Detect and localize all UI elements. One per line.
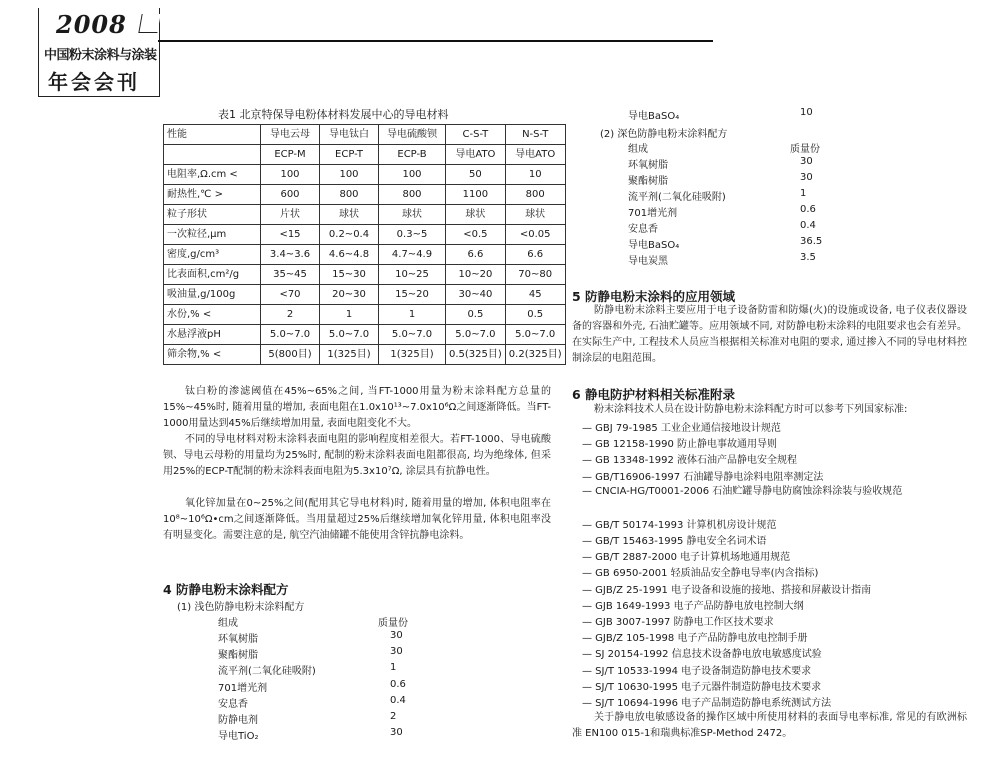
table-cell: 1(325目) [320, 345, 379, 365]
standard-item: — SJ/T 10694-1996 电子产品制造防静电系统测试方法 [582, 698, 832, 709]
table-cell: 耐热性,℃ > [164, 185, 261, 205]
table-cell: 100 [261, 165, 320, 185]
standard-item: — SJ/T 10630-1995 电子元器件制造防静电技术要求 [582, 681, 822, 693]
logo-subtitle: 年会会刊 [48, 70, 140, 94]
table-row [164, 305, 566, 325]
formula-amount: 30 [800, 156, 813, 167]
table-cell: 0.2~0.4 [320, 225, 379, 245]
table-row [164, 265, 566, 285]
standard-item: — GB 6950-2001 轻质油品安全静电导率(内含指标) [582, 568, 819, 580]
logo-corner-fold [138, 14, 160, 33]
formula-amount: 质量份 [378, 618, 408, 629]
conductive-materials-table [163, 124, 566, 365]
table-cell: 10 [505, 165, 565, 185]
formula-amount: 3.5 [800, 252, 816, 263]
table-cell: 0.2(325目) [505, 345, 565, 365]
table-row [164, 165, 566, 185]
table-cell: 15~20 [379, 285, 446, 305]
table-cell: 70~80 [505, 265, 565, 285]
table-cell: 球状 [446, 205, 506, 225]
table-cell: C-S-T [446, 125, 506, 145]
standard-item: — GJB/Z 105-1998 电子产品防静电放电控制手册 [582, 633, 808, 645]
table-cell: 6.6 [446, 245, 506, 265]
table-cell: 50 [446, 165, 506, 185]
standard-item: — SJ/T 10533-1994 电子设备制造防静电技术要求 [582, 665, 812, 677]
table-cell: 6.6 [505, 245, 565, 265]
header-rule [158, 40, 713, 42]
table-cell: 30~40 [446, 285, 506, 305]
standard-item: — GB/T 2887-2000 电子计算机场地通用规范 [582, 552, 791, 564]
standard-item: — SJ 20154-1992 信息技术设备静电放电敏感度试验 [582, 649, 822, 661]
formula-ingredient: 导电BaSO₄ [628, 240, 680, 251]
table-cell: 导电硫酸钡 [379, 125, 446, 145]
table-cell: <70 [261, 285, 320, 305]
table-cell: 100 [379, 165, 446, 185]
formula-ingredient: 安息香 [218, 698, 248, 710]
section-5-paragraph: 防静电粉末涂料主要应用于电子设备防雷和防爆(火)的设施或设备, 电子仪表仪器设备的容器和外壳, 石油贮罐等。应用领域不同, 对防静电粉末涂料的电阻要求也会有差异。在实际生产中, 工程技术人员应当根据相关标准对电阻的要求, 通过掺入不同的导电材料控制涂层的电阻范围。 [572, 305, 967, 364]
table-cell: 筛余物,% < [164, 345, 261, 365]
formula-1-title: (1) 浅色防静电粉末涂料配方 [177, 602, 305, 613]
logo-title: 中国粉末涂料与涂装 [44, 48, 157, 63]
formula-ingredient: 导电TiO₂ [218, 731, 259, 743]
logo-year: 2008 [56, 10, 127, 39]
table-cell: 1(325目) [379, 345, 446, 365]
formula-amount: 0.4 [390, 694, 406, 706]
formula-ingredient: 导电炭黑 [628, 256, 668, 267]
table-cell: 1100 [446, 185, 506, 205]
table-cell: 20~30 [320, 285, 379, 305]
table-cell: 片状 [261, 205, 320, 225]
table-cell: 比表面积,cm²/g [164, 265, 261, 285]
table-row [164, 205, 566, 225]
table-cell: ECP-B [379, 145, 446, 165]
table-cell: 粒子形状 [164, 205, 261, 225]
table-cell: 电阻率,Ω.cm < [164, 165, 261, 185]
table-cell: 10~20 [446, 265, 506, 285]
formula-amount: 0.6 [390, 678, 406, 690]
table-caption: 表1 北京特保导电粉体材料发展中心的导电材料 [218, 108, 449, 121]
table-row [164, 285, 566, 305]
formula-amount: 1 [390, 662, 397, 674]
formula-amount: 1 [800, 188, 807, 199]
section-6-intro: 粉末涂料技术人员在设计防静电粉末涂料配方时可以参考下列国家标准: [594, 404, 908, 415]
table-cell: 性能 [164, 125, 261, 145]
table-cell: 4.6~4.8 [320, 245, 379, 265]
table-cell: 800 [505, 185, 565, 205]
table-cell: 密度,g/cm³ [164, 245, 261, 265]
formula-amount: 质量份 [790, 144, 820, 155]
table-cell: <0.5 [446, 225, 506, 245]
table-cell: <0.05 [505, 225, 565, 245]
table-cell: 5(800目) [261, 345, 320, 365]
formula-ingredient: 701增光剂 [628, 208, 678, 219]
table-cell: 2 [261, 305, 320, 325]
table-cell: 800 [320, 185, 379, 205]
formula-ingredient: 导电BaSO₄ [628, 111, 680, 122]
standard-item: — GB 13348-1992 液体石油产品静电安全规程 [582, 455, 798, 467]
table-cell: 水份,% < [164, 305, 261, 325]
table-row [164, 345, 566, 365]
table-cell: 一次粒径,μm [164, 225, 261, 245]
formula-ingredient: 流平剂(二氧化硅吸附) [628, 192, 726, 203]
standard-item: — GB/T 15463-1995 静电安全名词术语 [582, 536, 767, 547]
standard-item: — CNCIA-HG/T0001-2006 石油贮罐导静电防腐蚀涂料涂装与验收规范 [582, 485, 903, 497]
table-cell: 35~45 [261, 265, 320, 285]
formula-amount: 0.6 [800, 204, 816, 215]
formula-ingredient: 聚酯树脂 [628, 176, 668, 187]
section-4-heading: 4 防静电粉末涂料配方 [163, 582, 289, 597]
formula-ingredient: 环氧树脂 [628, 160, 668, 171]
table-cell: 10~25 [379, 265, 446, 285]
table-cell: N-S-T [505, 125, 565, 145]
table-cell: 水悬浮液pH [164, 325, 261, 345]
table-cell: 导电云母 [261, 125, 320, 145]
table-cell: 800 [379, 185, 446, 205]
table-cell: 0.3~5 [379, 225, 446, 245]
table-cell: 导电ATO [446, 145, 506, 165]
table-row [164, 225, 566, 245]
table-cell: 球状 [505, 205, 565, 225]
formula-ingredient: 组成 [628, 144, 648, 155]
table-cell: ECP-T [320, 145, 379, 165]
formula-amount: 30 [390, 727, 403, 739]
formula-ingredient: 聚酯树脂 [218, 650, 258, 662]
formula-amount: 10 [800, 107, 813, 118]
paragraph-zinc-oxide: 氧化锌加量在0~25%之间(配用其它导电材料)时, 随着用量的增加, 体积电阻率在10⁸~10⁶Ω•cm之间逐渐降低。当用量超过25%后继续增加氧化锌用量, 体积电阻率没有明显变化。需要注意的是, 航空汽油储罐不能使用含锌抗静电涂料。 [163, 498, 551, 541]
paragraph-materials: 不同的导电材料对粉末涂料表面电阻的影响程度相差很大。若FT-1000、导电硫酸钡、导电云母粉的用量均为25%时, 配制的粉末涂料表面电阻都很高, 均为绝缘体, 但采用25%的ECP-T配制的粉末涂料表面电阻为5.3x10⁷Ω, 涂层具有抗静电性。 [163, 434, 551, 477]
table-row [164, 185, 566, 205]
table-row [164, 245, 566, 265]
table-cell: 吸油量,g/100g [164, 285, 261, 305]
standard-item: — GJB 1649-1993 电子产品防静电放电控制大纲 [582, 600, 804, 612]
table-cell: 100 [320, 165, 379, 185]
table-cell [164, 145, 261, 165]
table-cell: 导电钛白 [320, 125, 379, 145]
table-cell: 5.0~7.0 [261, 325, 320, 345]
formula-amount: 2 [390, 711, 397, 722]
table-cell: 5.0~7.0 [379, 325, 446, 345]
standard-item: — GB/T 50174-1993 计算机机房设计规范 [582, 519, 777, 531]
formula-amount: 0.4 [800, 220, 816, 231]
table-cell: 4.7~4.9 [379, 245, 446, 265]
formula-ingredient: 701增光剂 [218, 682, 268, 694]
formula-ingredient: 组成 [218, 618, 238, 629]
formula-amount: 30 [390, 630, 403, 641]
formula-2-title: (2) 深色防静电粉末涂料配方 [600, 129, 728, 140]
table-cell: 导电ATO [505, 145, 565, 165]
table-cell: 0.5 [505, 305, 565, 325]
table-cell: <15 [261, 225, 320, 245]
formula-amount: 36.5 [800, 236, 823, 247]
table-cell: 5.0~7.0 [505, 325, 565, 345]
table-cell: 1 [379, 305, 446, 325]
table-header-row [164, 145, 566, 165]
table-cell: 球状 [379, 205, 446, 225]
table-cell: 600 [261, 185, 320, 205]
formula-ingredient: 安息香 [628, 224, 658, 235]
formula-amount: 30 [390, 646, 403, 658]
table-cell: 3.4~3.6 [261, 245, 320, 265]
table-cell: 1 [320, 305, 379, 325]
section-5-heading: 5 防静电粉末涂料的应用领域 [572, 289, 736, 304]
standard-item: — GJB 3007-1997 防静电工作区技术要求 [582, 617, 774, 628]
standard-item: — GBJ 79-1985 工业企业通信接地设计规范 [582, 423, 781, 434]
table-cell: 5.0~7.0 [446, 325, 506, 345]
standard-item: — GB 12158-1990 防止静电事故通用导则 [582, 439, 778, 451]
table-row [164, 325, 566, 345]
standard-item: — GB/T16906-1997 石油罐导静电涂料电阻率测定法 [582, 471, 824, 483]
table-header-row [164, 125, 566, 145]
table-cell: 0.5(325目) [446, 345, 506, 365]
standard-item: — GJB/Z 25-1991 电子设备和设施的接地、搭接和屏蔽设计指南 [582, 584, 872, 596]
section-6-heading: 6 静电防护材料相关标准附录 [572, 387, 736, 402]
formula-ingredient: 流平剂(二氧化硅吸附) [218, 666, 316, 678]
table-cell: 45 [505, 285, 565, 305]
table-cell: 15~30 [320, 265, 379, 285]
table-cell: 5.0~7.0 [320, 325, 379, 345]
table-cell: 球状 [320, 205, 379, 225]
formula-ingredient: 防静电剂 [218, 715, 258, 726]
formula-ingredient: 环氧树脂 [218, 634, 258, 645]
section-6-closing: 关于静电放电敏感设备的操作区域中所使用材料的表面导电率标准, 常见的有欧洲标准 EN100 015-1和瑞典标准SP-Method 2472。 [572, 712, 967, 739]
table-cell: 0.5 [446, 305, 506, 325]
formula-amount: 30 [800, 172, 813, 183]
table-cell: ECP-M [261, 145, 320, 165]
paragraph-titanium: 钛白粉的渗滤阈值在45%~65%之间, 当FT-1000用量为粉末涂料配方总量的15%~45%时, 随着用量的增加, 表面电阻在1.0x10¹³~7.0x10⁶Ω之间逐渐降低。当FT-1000用量达到45%后继续增加用量, 表面电阻变化不大。 [163, 386, 551, 429]
